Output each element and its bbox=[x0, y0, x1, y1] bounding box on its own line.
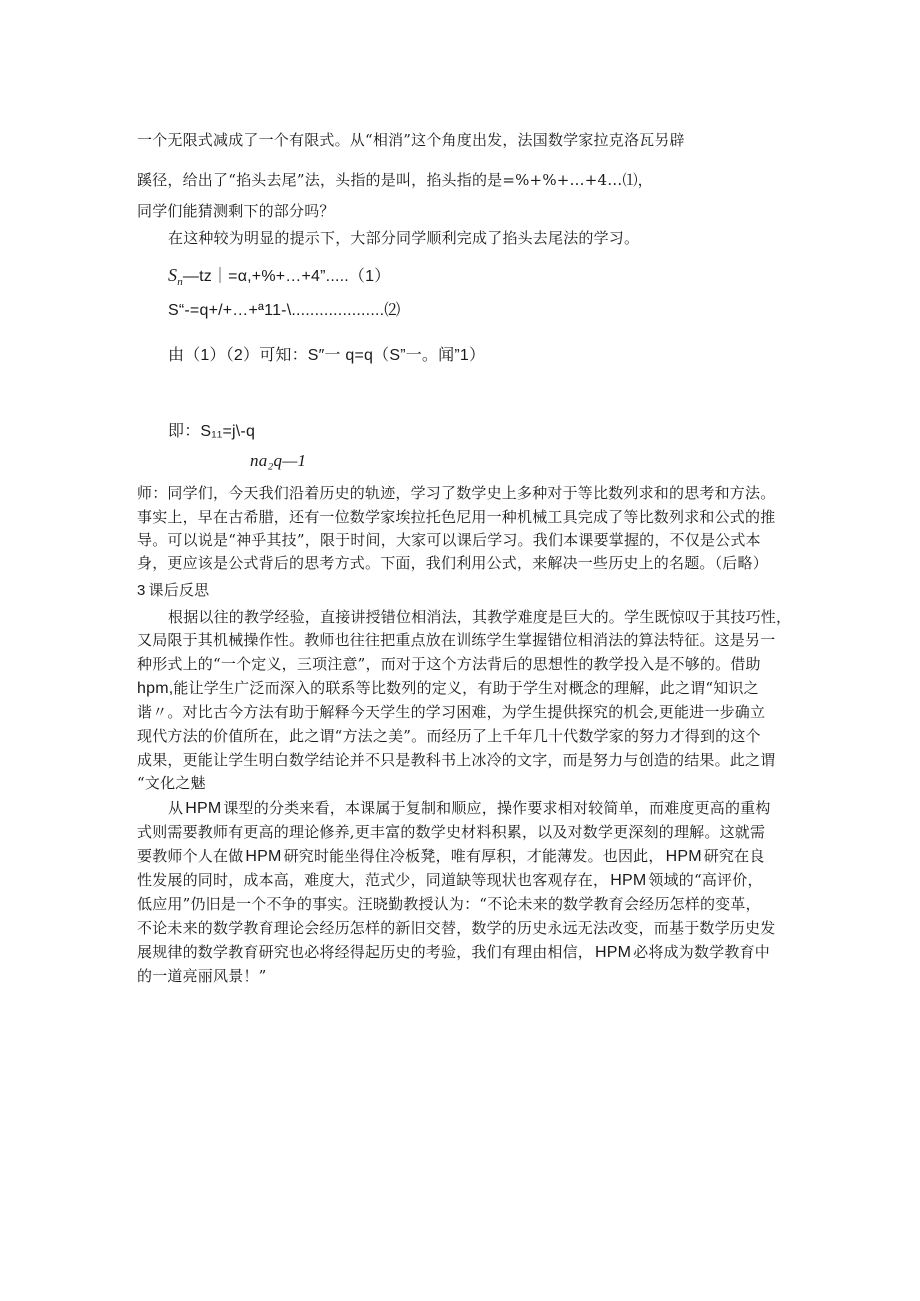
intro-line-1: 一个无限式减成了一个有限式。从“相消”这个角度出发，法国数学家拉克洛瓦另辟 bbox=[137, 131, 685, 149]
formula-eq1-s: S bbox=[168, 265, 178, 285]
formula-eq2: S“-=q+/+…+ª11-\....................⑵ bbox=[168, 302, 401, 319]
formula-eq4-prefix: 即： bbox=[168, 423, 201, 440]
intro-line-3: 同学们能猜测剩下的部分吗？ bbox=[137, 202, 335, 220]
para2-line-1 bbox=[168, 798, 771, 819]
para2-hpm-2: HPM bbox=[245, 848, 282, 865]
section-heading bbox=[137, 580, 209, 601]
para2-line-8: 的一道亮丽风景！” bbox=[137, 967, 267, 985]
para1-line-1: 根据以往的教学经验，直接讲授错位相消法，其教学难度是巨大的。学生既惊叹于其技巧性， bbox=[168, 608, 792, 626]
formula-eq4 bbox=[168, 422, 255, 442]
para1-line-6: 现代方法的价值所在，此之谓“方法之美”。而经历了上千年几十代数学家的努力才得到的这个 bbox=[137, 727, 761, 745]
formula-eq3: 由（1）（2）可知：S″一 q=q（S”一。闻”1） bbox=[168, 347, 486, 364]
teacher-line-1: 师：同学们，今天我们沿着历史的轨迹，学习了数学史上多种对于等比数列求和的思考和方法。 bbox=[137, 484, 776, 502]
section-number: 3 bbox=[137, 582, 146, 599]
para1-line-8: “文化之魅 bbox=[137, 774, 206, 792]
para2-line-2: 式则需要教师有更高的理论修养,更丰富的数学史材料积累，以及对数学更深刻的理解。这就需 bbox=[137, 823, 766, 841]
para1-line-7: 成果，更能让学生明白数学结论并不只是教科书上冰冷的文字，而是努力与创造的结果。此之谓 bbox=[137, 751, 776, 769]
para2-line-1-b: 课型的分类来看，本课属于复制和顺应，操作要求相对较简单，而难度更高的重构 bbox=[223, 799, 771, 817]
para2-hpm-1: HPM bbox=[185, 800, 222, 817]
para2-line-3 bbox=[137, 846, 765, 867]
formula-eq4-body: S₁₁=j\-q bbox=[200, 423, 256, 440]
para2-line-4-b: 领域的“高评价， bbox=[648, 871, 763, 889]
formula-eq1 bbox=[168, 265, 390, 292]
para2-line-7-b: 必将成为数学教育中 bbox=[633, 943, 770, 961]
para1-line-2: 又局限于其机械操作性。教师也往往把重点放在训练学生掌握错位相消法的算法特征。这是另一 bbox=[137, 631, 776, 649]
para2-line-4-a: 性发展的同时，成本高，难度大，范式少，同道缺等现状也客观存在， bbox=[137, 871, 609, 889]
para1-line-4-text: 能让学生广泛而深入的联系等比数列的定义，有助于学生对概念的理解，此之谓“知识之 bbox=[173, 679, 759, 697]
para2-line-3-b: 研究时能坐得住冷板凳，唯有厚积，才能薄发。也因此， bbox=[283, 847, 664, 865]
teacher-line-4: 身，更应该是公式背后的思考方式。下面，我们利用公式，来解决一些历史上的名题。（后略） bbox=[137, 554, 768, 572]
para1-hpm: hpm, bbox=[137, 680, 174, 697]
para1-line-5: 谐〃。对比古今方法有助于解释今天学生的学习困难，为学生提供探究的机会,更能进一步确立 bbox=[137, 703, 766, 721]
formula-eq1-sub: n bbox=[177, 276, 183, 289]
para2-line-6: 不论未来的数学教育理论会经历怎样的新旧交替，数学的历史永远无法改变，而基于数学历史发 bbox=[137, 919, 776, 937]
para2-line-3-c: 研究在良 bbox=[703, 847, 765, 865]
section-title: 课后反思 bbox=[148, 581, 210, 599]
para1-line-3: 种形式上的“一个定义，三项注意”，而对于这个方法背后的思想性的教学投入是不够的。借助 bbox=[137, 655, 761, 673]
para2-line-5: 低应用”仍旧是一个不争的事实。汪晓勤教授认为：“不论未来的数学教育会经历怎样的变革， bbox=[137, 895, 761, 913]
para2-hpm-5: HPM bbox=[595, 944, 632, 961]
para1-line-4 bbox=[137, 678, 759, 699]
teacher-line-2: 事实上，早在古希腊，还有一位数学家埃拉托色尼用一种机械工具完成了等比数列求和公式的推 bbox=[137, 508, 776, 526]
para2-line-4 bbox=[137, 870, 763, 891]
para2-line-3-a: 要教师个人在做 bbox=[137, 847, 244, 865]
para2-hpm-4: HPM bbox=[610, 872, 647, 889]
formula-eq1-rest: —tz｜=α,+%+…+4”.....（1） bbox=[182, 268, 391, 285]
para2-line-1-a: 从 bbox=[168, 799, 184, 817]
para2-hpm-3: HPM bbox=[665, 848, 702, 865]
intro-line-2: 蹊径，给出了“掐头去尾”法，头指的是叫，掐头指的是=%+%+…+4…⑴， bbox=[137, 171, 653, 189]
teacher-line-3: 导。可以说是“神乎其技”，限于时间，大家可以课后学习。我们本课要掌握的，不仅是公式本 bbox=[137, 531, 761, 549]
formula-eq5: na₂q—1 bbox=[250, 451, 307, 470]
para2-line-7-a: 展规律的数学教育研究也必将经得起历史的考验，我们有理由相信， bbox=[137, 943, 594, 961]
intro-line-4: 在这种较为明显的提示下，大部分同学顺利完成了掐头去尾法的学习。 bbox=[168, 229, 640, 247]
para2-line-7 bbox=[137, 942, 770, 963]
